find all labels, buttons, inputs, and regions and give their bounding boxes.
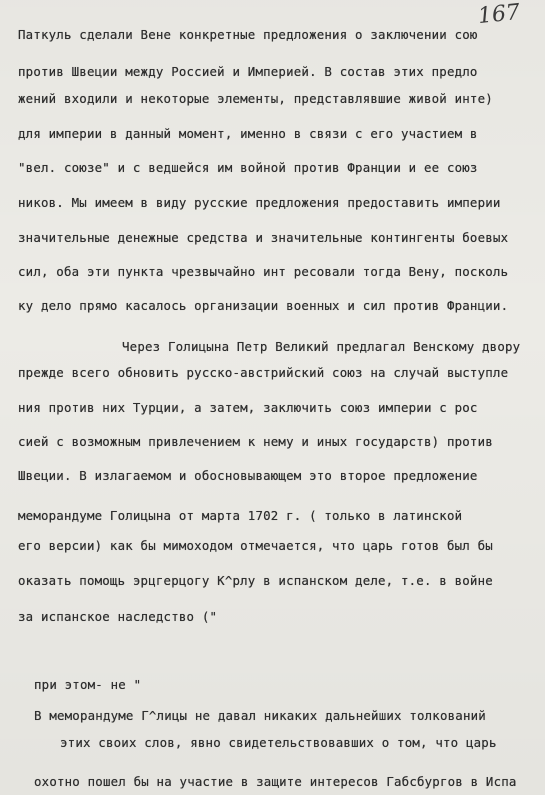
text-line: оказать помощь эрцгерцогу К^рлу в испанском деле, т.е. в войне: [18, 573, 493, 588]
text-line: его версии) как бы мимоходом отмечается, что царь готов был бы: [18, 538, 493, 553]
text-line: Паткуль сделали Вене конкретные предложения о заключении сою: [18, 27, 478, 42]
text-line: при этом- не ": [34, 677, 142, 692]
text-line: "вел. союзе" и с ведшейся им войной против Франции и ее союз: [18, 160, 478, 175]
text-line: этих своих слов, явно свидетельствовавших о том, что царь: [60, 735, 497, 750]
text-line: ников. Мы имеем в виду русские предложения предоставить империи: [18, 195, 501, 210]
text-line: ку дело прямо касалось организации военных и сил против Франции.: [18, 298, 509, 313]
text-line: В меморандуме Г^лицы не давал никаких дальнейших толкований: [34, 708, 486, 723]
text-line: Через Голицына Петр Великий предлагал Венскому двору: [122, 339, 521, 354]
text-line: за испанское наследство (": [18, 609, 218, 624]
text-line: для империи в данный момент, именно в связи с его участием в: [18, 126, 478, 141]
text-line: жений входили и некоторые элементы, представлявшие живой инте): [18, 91, 493, 106]
text-line: меморандуме Голицына от марта 1702 г. ( только в латинской: [18, 508, 463, 523]
text-line: охотно пошел бы на участие в защите интересов Габсбургов в Испа: [34, 774, 517, 789]
text-line: прежде всего обновить русско-австрийский союз на случай выступле: [18, 365, 509, 380]
text-line: сией с возможным привлечением к нему и иных государств) против: [18, 434, 493, 449]
page-number: 167: [476, 0, 522, 30]
text-line: против Швеции между Россией и Империей. В состав этих предло: [18, 64, 478, 79]
text-line: Швеции. В излагаемом и обосновывающем это второе предложение: [18, 468, 478, 483]
text-line: значительные денежные средства и значительные контингенты боевых: [18, 230, 509, 245]
text-line: ния против них Турции, а затем, заключить союз империи с рос: [18, 400, 478, 415]
text-line: сил, оба эти пункта чрезвычайно инт ресовали тогда Вену, посколь: [18, 264, 509, 279]
